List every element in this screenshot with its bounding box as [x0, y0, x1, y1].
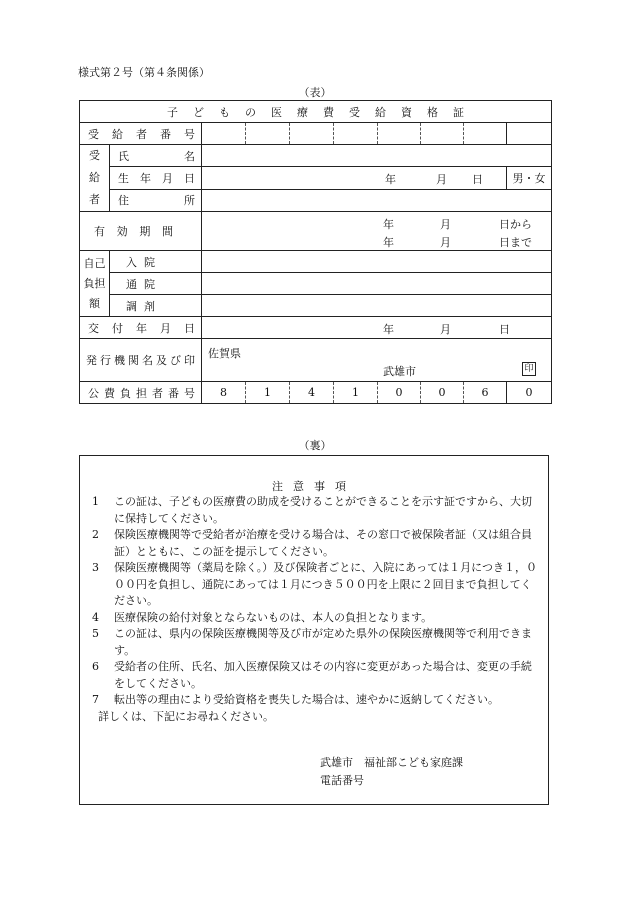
note-item	[90, 527, 538, 560]
label-char: 名	[142, 354, 153, 367]
label-char: 負	[120, 386, 131, 400]
label-char: 院	[144, 255, 155, 269]
back-side-label: （裏）	[298, 439, 332, 452]
valid-to-year: 年	[383, 236, 394, 249]
birth-date-label	[110, 167, 202, 189]
label-char: 入	[126, 255, 137, 269]
label-char: 月	[162, 171, 173, 185]
label-char: 通	[126, 277, 137, 291]
note-number: 3	[92, 561, 99, 574]
notes-list	[90, 494, 538, 725]
label-char: 発	[86, 354, 97, 367]
inpatient-field[interactable]	[202, 251, 552, 273]
name-label-text	[110, 148, 201, 164]
valid-period-label-text	[80, 223, 201, 239]
recipient-number-label-text	[80, 126, 201, 142]
valid-period-field[interactable]	[202, 212, 552, 251]
label-char: 間	[161, 225, 173, 238]
note-text: 保険医療機関等（薬局を除く。）及び保険者ごとに、入院にあっては１月につき１，０００円を負担し、通院にあっては１月につき５００円を上限に２回目まで負担してください。	[114, 561, 537, 607]
label-char: 日	[184, 321, 195, 335]
label-char: び	[170, 354, 181, 367]
note-item	[90, 560, 538, 610]
outpatient-field[interactable]	[202, 273, 552, 295]
self-pay-label-3: 額	[89, 296, 100, 310]
note-number: 1	[92, 495, 99, 508]
payer-number-label	[80, 382, 202, 404]
label-char: 受	[88, 127, 99, 141]
note-number: 4	[92, 610, 99, 624]
vertical-label-char: 者	[89, 193, 100, 206]
name-field[interactable]	[202, 145, 552, 167]
recipient-number-digit-1[interactable]	[202, 123, 246, 145]
outpatient-label-text	[110, 276, 201, 292]
valid-from-year: 年	[383, 218, 394, 231]
note-item	[90, 626, 538, 659]
notes-box	[79, 455, 549, 805]
notes-title: 注意事項	[272, 480, 356, 493]
label-char: 者	[136, 127, 147, 141]
valid-to-day: 日まで	[499, 236, 532, 249]
recipient-number-digit-8[interactable]	[507, 123, 552, 145]
note-item	[90, 610, 538, 627]
form-number: 様式第２号（第４条関係）	[78, 66, 210, 79]
label-char: 給	[112, 127, 123, 141]
payer-digit-8: 0	[507, 382, 552, 404]
inpatient-label	[110, 251, 202, 273]
note-text: 保険医療機関等で受給者が治療を受ける場合は、その窓口で被保険者証（又は組合員証）とともに、この証を提示してください。	[114, 528, 532, 558]
label-char: 氏	[118, 149, 129, 163]
birth-year-unit: 年	[385, 173, 396, 187]
note-number: 2	[92, 528, 99, 541]
issue-day-unit: 日	[499, 323, 510, 336]
label-char: 印	[184, 354, 195, 367]
label-char: 所	[184, 194, 195, 208]
note-text: 受給者の住所、氏名、加入医療保険又はその内容に変更があった場合は、変更の手続をしてください。	[114, 660, 532, 690]
label-char: 月	[160, 321, 171, 335]
front-side-label: （表）	[298, 86, 332, 99]
birth-day-unit: 日	[472, 173, 483, 187]
issue-date-field[interactable]	[202, 317, 552, 339]
recipient-group-text	[80, 145, 109, 211]
payer-digit-7: 6	[464, 382, 507, 404]
payer-digit-6: 0	[421, 382, 464, 404]
label-char: 調	[126, 299, 137, 313]
sex-field[interactable]: 男・女	[507, 167, 552, 189]
label-char: 番	[168, 386, 179, 400]
label-char: 番	[160, 127, 171, 141]
payer-number-label-text	[80, 385, 201, 401]
contact-department: 武雄市 福祉部こども家庭課	[320, 756, 463, 769]
valid-to-month: 月	[440, 236, 451, 249]
name-label	[110, 145, 202, 167]
valid-from-day: 日から	[499, 218, 532, 231]
issuer-label-text	[80, 352, 201, 368]
label-char: 号	[184, 127, 195, 141]
note-number: 6	[92, 660, 99, 673]
recipient-number-digit-6[interactable]	[421, 123, 464, 145]
self-pay-label-2: 負担	[83, 276, 106, 290]
valid-period-label	[80, 212, 202, 251]
payer-digit-5: 0	[378, 382, 421, 404]
contact-block	[320, 754, 463, 790]
issuer-label	[80, 339, 202, 382]
payer-digit-2: 1	[246, 382, 290, 404]
seal-mark: 印	[522, 362, 536, 376]
label-char: 住	[118, 194, 129, 208]
label-char: 名	[184, 149, 195, 163]
note-number: 7	[92, 693, 99, 706]
label-char: 担	[136, 386, 147, 400]
recipient-number-label	[80, 123, 202, 145]
label-char: 年	[136, 321, 147, 335]
card-title: 子どもの医療費受給資格証	[80, 101, 552, 123]
label-char: 日	[184, 171, 195, 185]
label-char: 生	[118, 171, 129, 185]
outpatient-label	[110, 273, 202, 295]
recipient-number-digit-7[interactable]	[464, 123, 507, 145]
contact-phone: 電話番号	[320, 774, 364, 787]
recipient-number-digit-2[interactable]	[246, 123, 290, 145]
label-char: 号	[184, 386, 195, 400]
note-item	[90, 494, 538, 527]
inpatient-label-text	[110, 254, 201, 270]
birth-date-field[interactable]	[202, 167, 507, 189]
birth-date-label-text	[110, 170, 201, 186]
vertical-label-char: 給	[89, 171, 100, 184]
dispensing-label-text	[110, 298, 201, 314]
inquiry-text: 詳しくは、下記にお尋ねください。	[98, 709, 274, 723]
label-char: 剤	[144, 299, 155, 313]
label-char: 院	[144, 277, 155, 291]
recipient-number-digit-4[interactable]	[334, 123, 378, 145]
issuer-city: 武雄市	[383, 365, 416, 378]
vertical-label-char: 受	[89, 149, 100, 162]
eligibility-card-table	[79, 100, 552, 404]
payer-digit-4: 1	[334, 382, 378, 404]
note-text: この証は、県内の保険医療機関等及び市が定めた県外の保険医療機関等で利用できます。	[114, 627, 532, 657]
address-label-text	[110, 192, 201, 208]
label-char: 関	[128, 354, 139, 367]
note-text: 転出等の理由により受給資格を喪失した場合は、速やかに返納してください。	[114, 693, 499, 706]
note-text: この証は、子どもの医療費の助成を受けることができることを示す証ですから、大切に保持してください。	[114, 495, 532, 525]
label-char: 有	[94, 225, 105, 238]
birth-month-unit: 月	[436, 173, 447, 187]
payer-digit-1: 8	[202, 382, 246, 404]
note-item	[90, 659, 538, 692]
issue-date-label	[80, 317, 202, 339]
address-field[interactable]	[202, 189, 552, 211]
recipient-number-digit-3[interactable]	[290, 123, 334, 145]
dispensing-label	[110, 295, 202, 317]
self-pay-label-1: 自己	[83, 256, 106, 270]
label-char: 年	[140, 171, 151, 185]
payer-digit-3: 4	[290, 382, 334, 404]
label-char: 公	[88, 386, 99, 400]
label-char: 者	[152, 386, 163, 400]
issue-date-label-text	[80, 320, 201, 336]
recipient-number-digit-5[interactable]	[378, 123, 421, 145]
self-pay-label	[80, 251, 110, 317]
label-char: 行	[100, 354, 111, 367]
issuer-prefecture: 佐賀県	[208, 347, 241, 360]
note-item	[90, 692, 538, 709]
note-text: 医療保険の給付対象とならないものは、本人の負担となります。	[114, 610, 433, 624]
issue-year-unit: 年	[383, 323, 394, 336]
issuer-field[interactable]	[202, 339, 552, 382]
dispensing-field[interactable]	[202, 295, 552, 317]
label-char: 付	[112, 321, 123, 335]
issue-month-unit: 月	[440, 323, 451, 336]
label-char: 期	[139, 225, 151, 238]
recipient-group-label	[80, 145, 110, 212]
valid-from-month: 月	[440, 218, 451, 231]
note-number: 5	[92, 627, 99, 640]
label-char: 費	[104, 386, 115, 400]
label-char: 交	[88, 321, 99, 335]
label-char: 効	[116, 225, 128, 238]
label-char: 機	[114, 354, 125, 367]
label-char: 及	[156, 354, 167, 367]
address-label	[110, 189, 202, 211]
